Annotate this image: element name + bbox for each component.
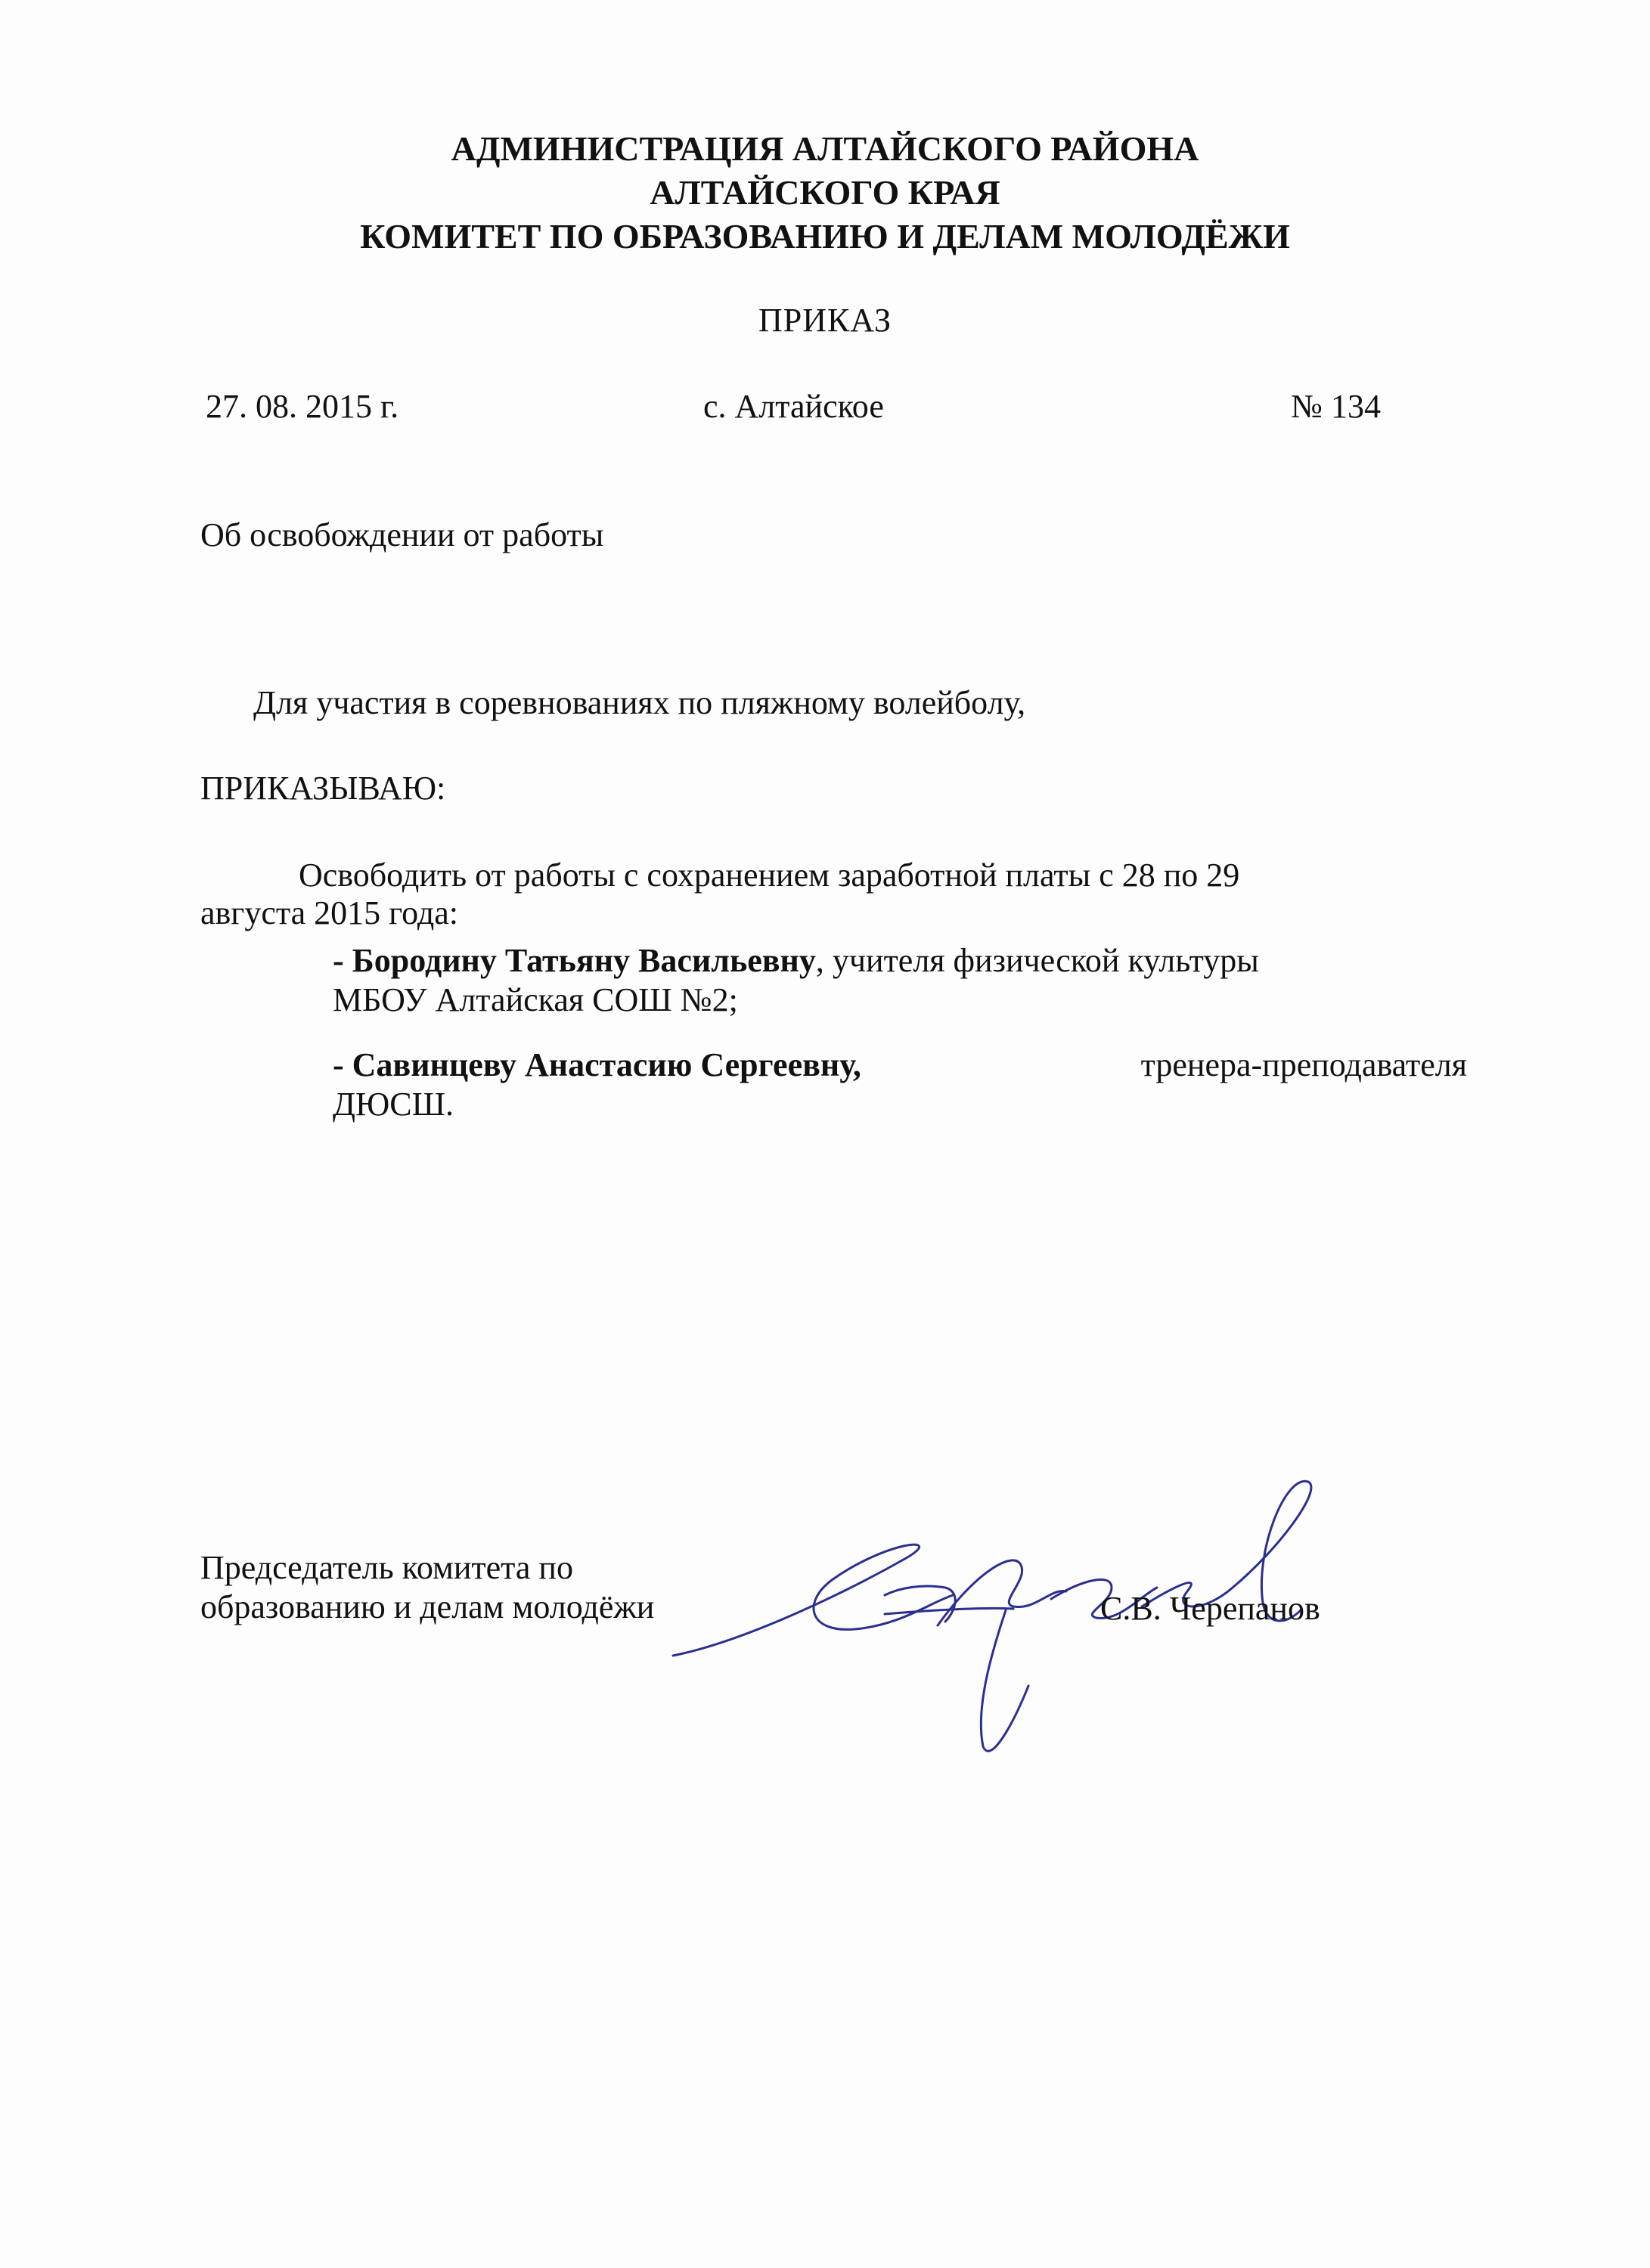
person-item-borodina	[333, 941, 1467, 1020]
order-body-line1: Освободить от работы с сохранением заработной платы с 28 по 29	[299, 857, 1240, 894]
person-item-savintseva	[333, 1046, 1467, 1124]
person-name: - Бородину Татьяну Васильевну	[333, 942, 816, 979]
order-title: ПРИКАЗ	[758, 302, 892, 339]
signatory-name: С.В. Черепанов	[1100, 1590, 1320, 1627]
signatory-role-line1: Председатель комитета по	[200, 1549, 573, 1586]
person-organization: МБОУ Алтайская СОШ №2;	[333, 981, 738, 1018]
order-body	[200, 857, 1456, 932]
person-position: тренера-преподавателя	[1140, 1046, 1467, 1083]
order-subject: Об освобождении от работы	[200, 516, 604, 553]
order-directive-word: ПРИКАЗЫВАЮ:	[200, 770, 446, 807]
person-organization: ДЮСШ.	[333, 1086, 454, 1123]
person-name: - Савинцеву Анастасию Сергеевну,	[333, 1046, 861, 1083]
header-line-administration: АДМИНИСТРАЦИЯ АЛТАЙСКОГО РАЙОНА	[451, 129, 1199, 168]
document-header	[0, 127, 1650, 259]
order-preamble: Для участия в соревнованиях по пляжному волейболу,	[253, 684, 1026, 721]
signatory-role	[200, 1548, 654, 1627]
order-number: № 134	[1291, 388, 1381, 425]
header-line-committee: КОМИТЕТ ПО ОБРАЗОВАНИЮ И ДЕЛАМ МОЛОДЁЖИ	[360, 217, 1290, 256]
order-place: с. Алтайское	[703, 388, 884, 425]
signatory-role-line2: образованию и делам молодёжи	[200, 1588, 655, 1625]
header-line-region: АЛТАЙСКОГО КРАЯ	[650, 173, 1000, 212]
order-body-line2: августа 2015 года:	[200, 894, 458, 931]
order-date: 27. 08. 2015 г.	[206, 388, 399, 425]
person-position: , учителя физической культуры	[815, 942, 1259, 979]
